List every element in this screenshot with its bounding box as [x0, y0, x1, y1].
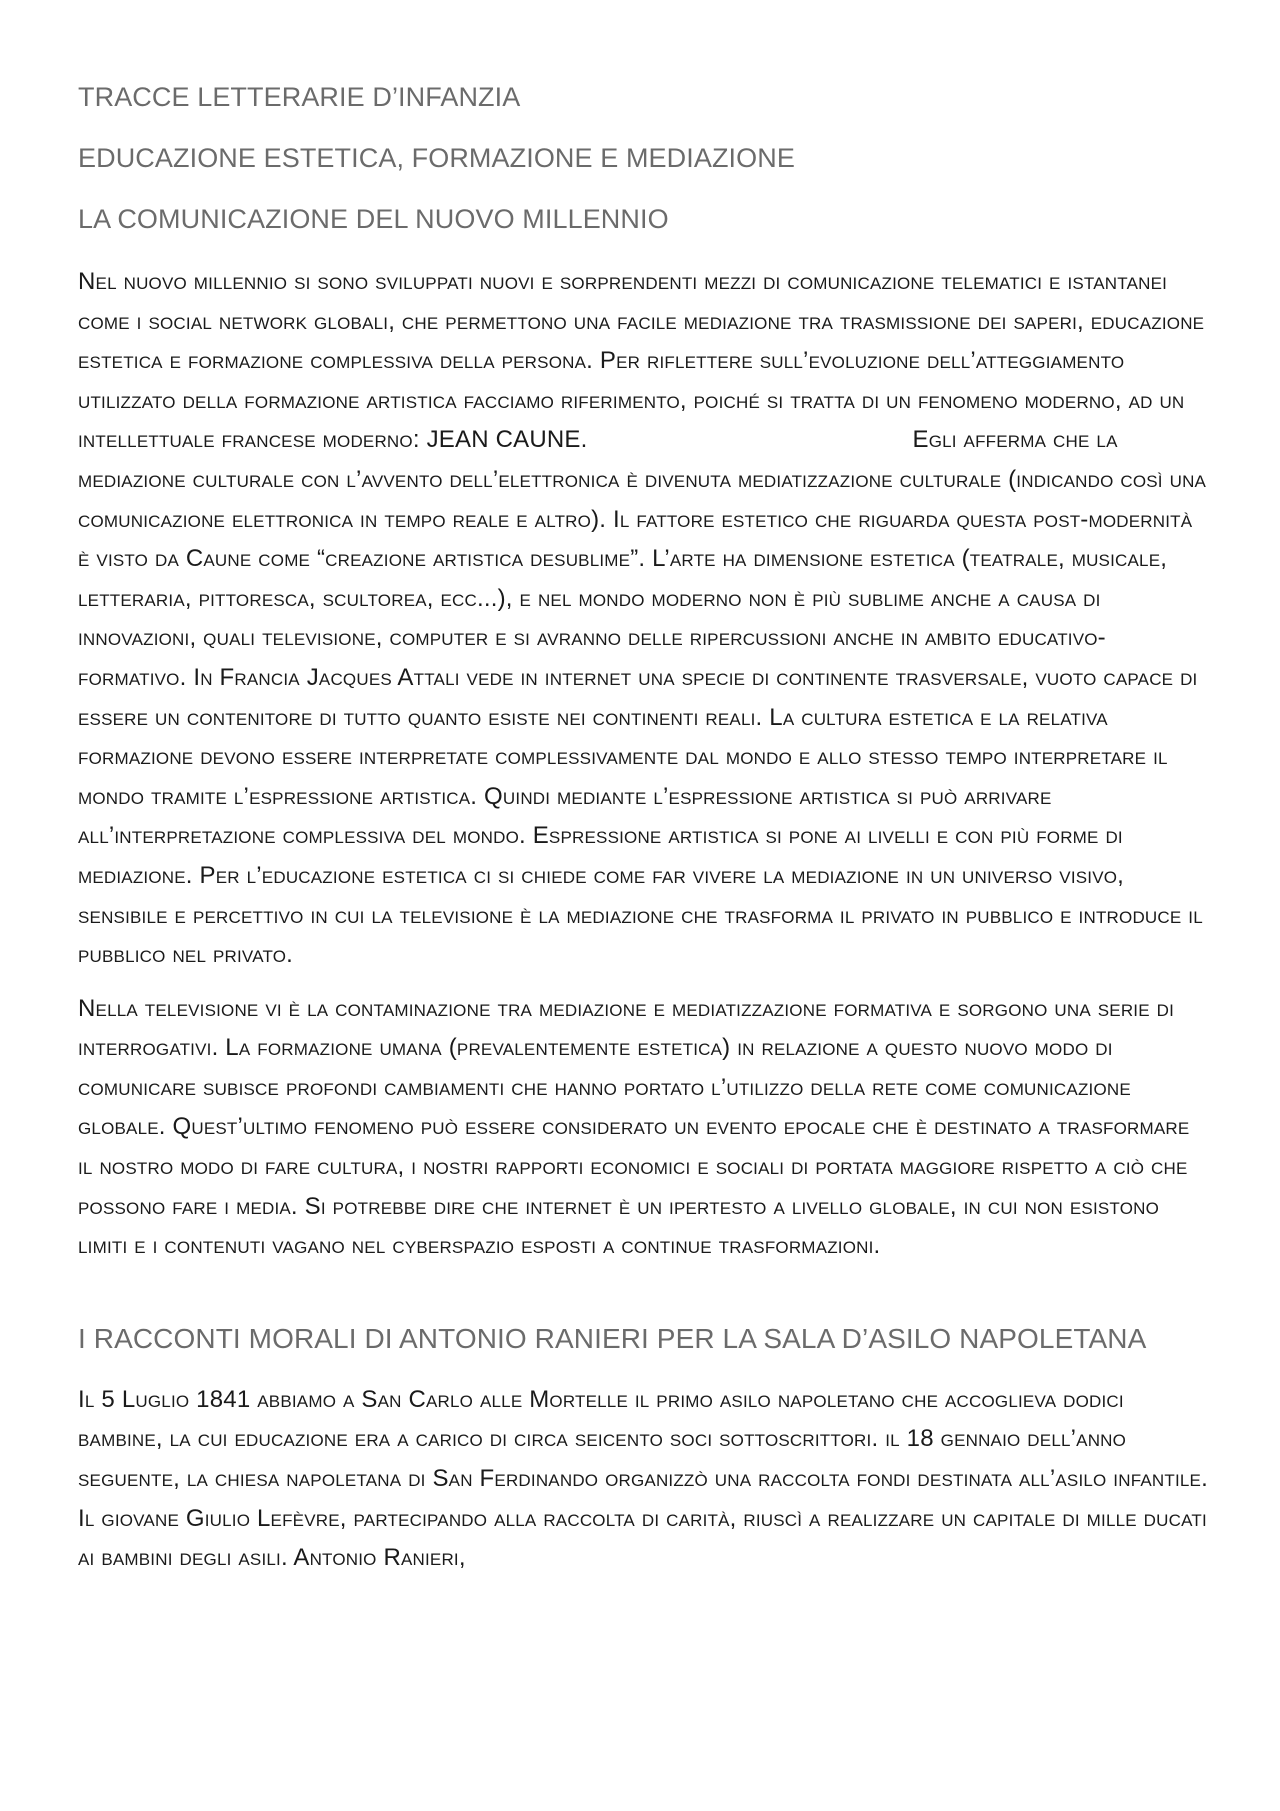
paragraph-text: Nel nuovo millennio si sono sviluppati nuovi e sorprendenti mezzi di comunicazione telematici e istantanei come i social network globali, che permettono una facile mediazione tra trasmissione dei saperi, educazione estetica e formazione complessiva della persona. Per riflettere sull’evoluzione dell’atteggiamento utilizzato della formazione artistica facciamo riferimento, poiché si tratta di un fenomeno moderno, ad un intellettuale francese moderno:	[78, 268, 1205, 454]
paragraph-text: Egli afferma che la mediazione culturale con l’avvento dell’elettronica è divenuta mediatizzazione culturale (indicando così una comunicazione elettronica in tempo reale e altro). Il fattore estetico che riguarda questa post-modernità è visto da Caune come “creazione artistica desublime”. L’arte ha dimensione estetica (teatrale, musicale, letteraria, pittoresca, scultorea, ecc...), e nel mondo moderno non è più sublime anche a causa di innovazioni, quali televisione, computer e si avranno delle ripercussioni anche in ambito educativo- formativo. In Francia Jacques Attali vede in internet una specie di continente trasversale, vuoto capace di essere un contenitore di tutto quanto esiste nei continenti reali. La cultura estetica e la relativa formazione devono essere interpretate complessivamente dal mondo e allo stesso tempo interpretare il mondo tramite l’espressione artistica. Quindi mediante l’espressione artistica si può arrivare all’interpretazione complessiva del mondo. Espressione artistica si pone ai livelli e con più forme di mediazione. Per l’educazione estetica ci si chiede come far vivere la mediazione in un universo visivo, sensibile e percettivo in cui la televisione è la mediazione che trasforma il privato in pubblico e introduce il pubblico nel privato.	[78, 426, 1207, 969]
heading-comunicazione-millennio: LA COMUNICAZIONE DEL NUOVO MILLENNIO	[78, 204, 669, 234]
paragraph-text: Luglio	[121, 1385, 190, 1413]
paragraph-comunicazione-1	[78, 262, 1208, 975]
paragraph-comunicazione-2: Nella televisione vi è la contaminazione tra mediazione e mediatizzazione formativa e sorgono una serie di interrogativi. La formazione umana (prevalentemente estetica) in relazione a questo nuovo modo di comunicare subisce profondi cambiamenti che hanno portato l’utilizzo della rete come comunicazione globale. Quest’ultimo fenomeno può essere considerato un evento epocale che è destinato a trasformare il nostro modo di fare cultura, i nostri rapporti economici e sociali di portata maggiore rispetto a ciò che possono fare i media. Si potrebbe dire che internet è un ipertesto a livello globale, in cui non esistono limiti e i contenuti vagano nel cyberspazio esposti a continue trasformazioni.	[78, 994, 1190, 1260]
paragraph-text: abbiamo a San Carlo alle Mortelle il primo asilo napoletano che accoglieva dodici bambine, la cui educazione era a carico di circa seicento soci sottoscrittori. il	[78, 1385, 1124, 1453]
paragraph-text: Il	[78, 1385, 95, 1413]
document-page	[78, 80, 1208, 1592]
year-number: 1841	[196, 1385, 251, 1413]
heading-educazione-estetica: EDUCAZIONE ESTETICA, FORMAZIONE E MEDIAZIONE	[78, 143, 795, 173]
heading-racconti-morali: I RACCONTI MORALI DI ANTONIO RANIERI PER LA SALA D’ASILO NAPOLETANA	[78, 1322, 1147, 1354]
heading-tracce-letterarie: TRACCE LETTERARIE D’INFANZIA	[78, 82, 521, 112]
section-racconti-morali	[78, 1322, 1208, 1578]
paragraph-text: gennaio dell’anno seguente, la chiesa napoletana di San Ferdinando organizzò una raccolta fondi destinata all’asilo infantile. Il giovane Giulio Lefèvre, partecipando alla raccolta di carità, riuscì a realizzare un capitale di mille ducati ai bambini degli asili. Antonio Ranieri,	[78, 1425, 1208, 1572]
paragraph-asilo-napoletano	[78, 1380, 1208, 1578]
date-number: 18	[906, 1425, 934, 1453]
date-number: 5	[101, 1385, 115, 1413]
author-name: JEAN CAUNE.	[426, 426, 588, 454]
